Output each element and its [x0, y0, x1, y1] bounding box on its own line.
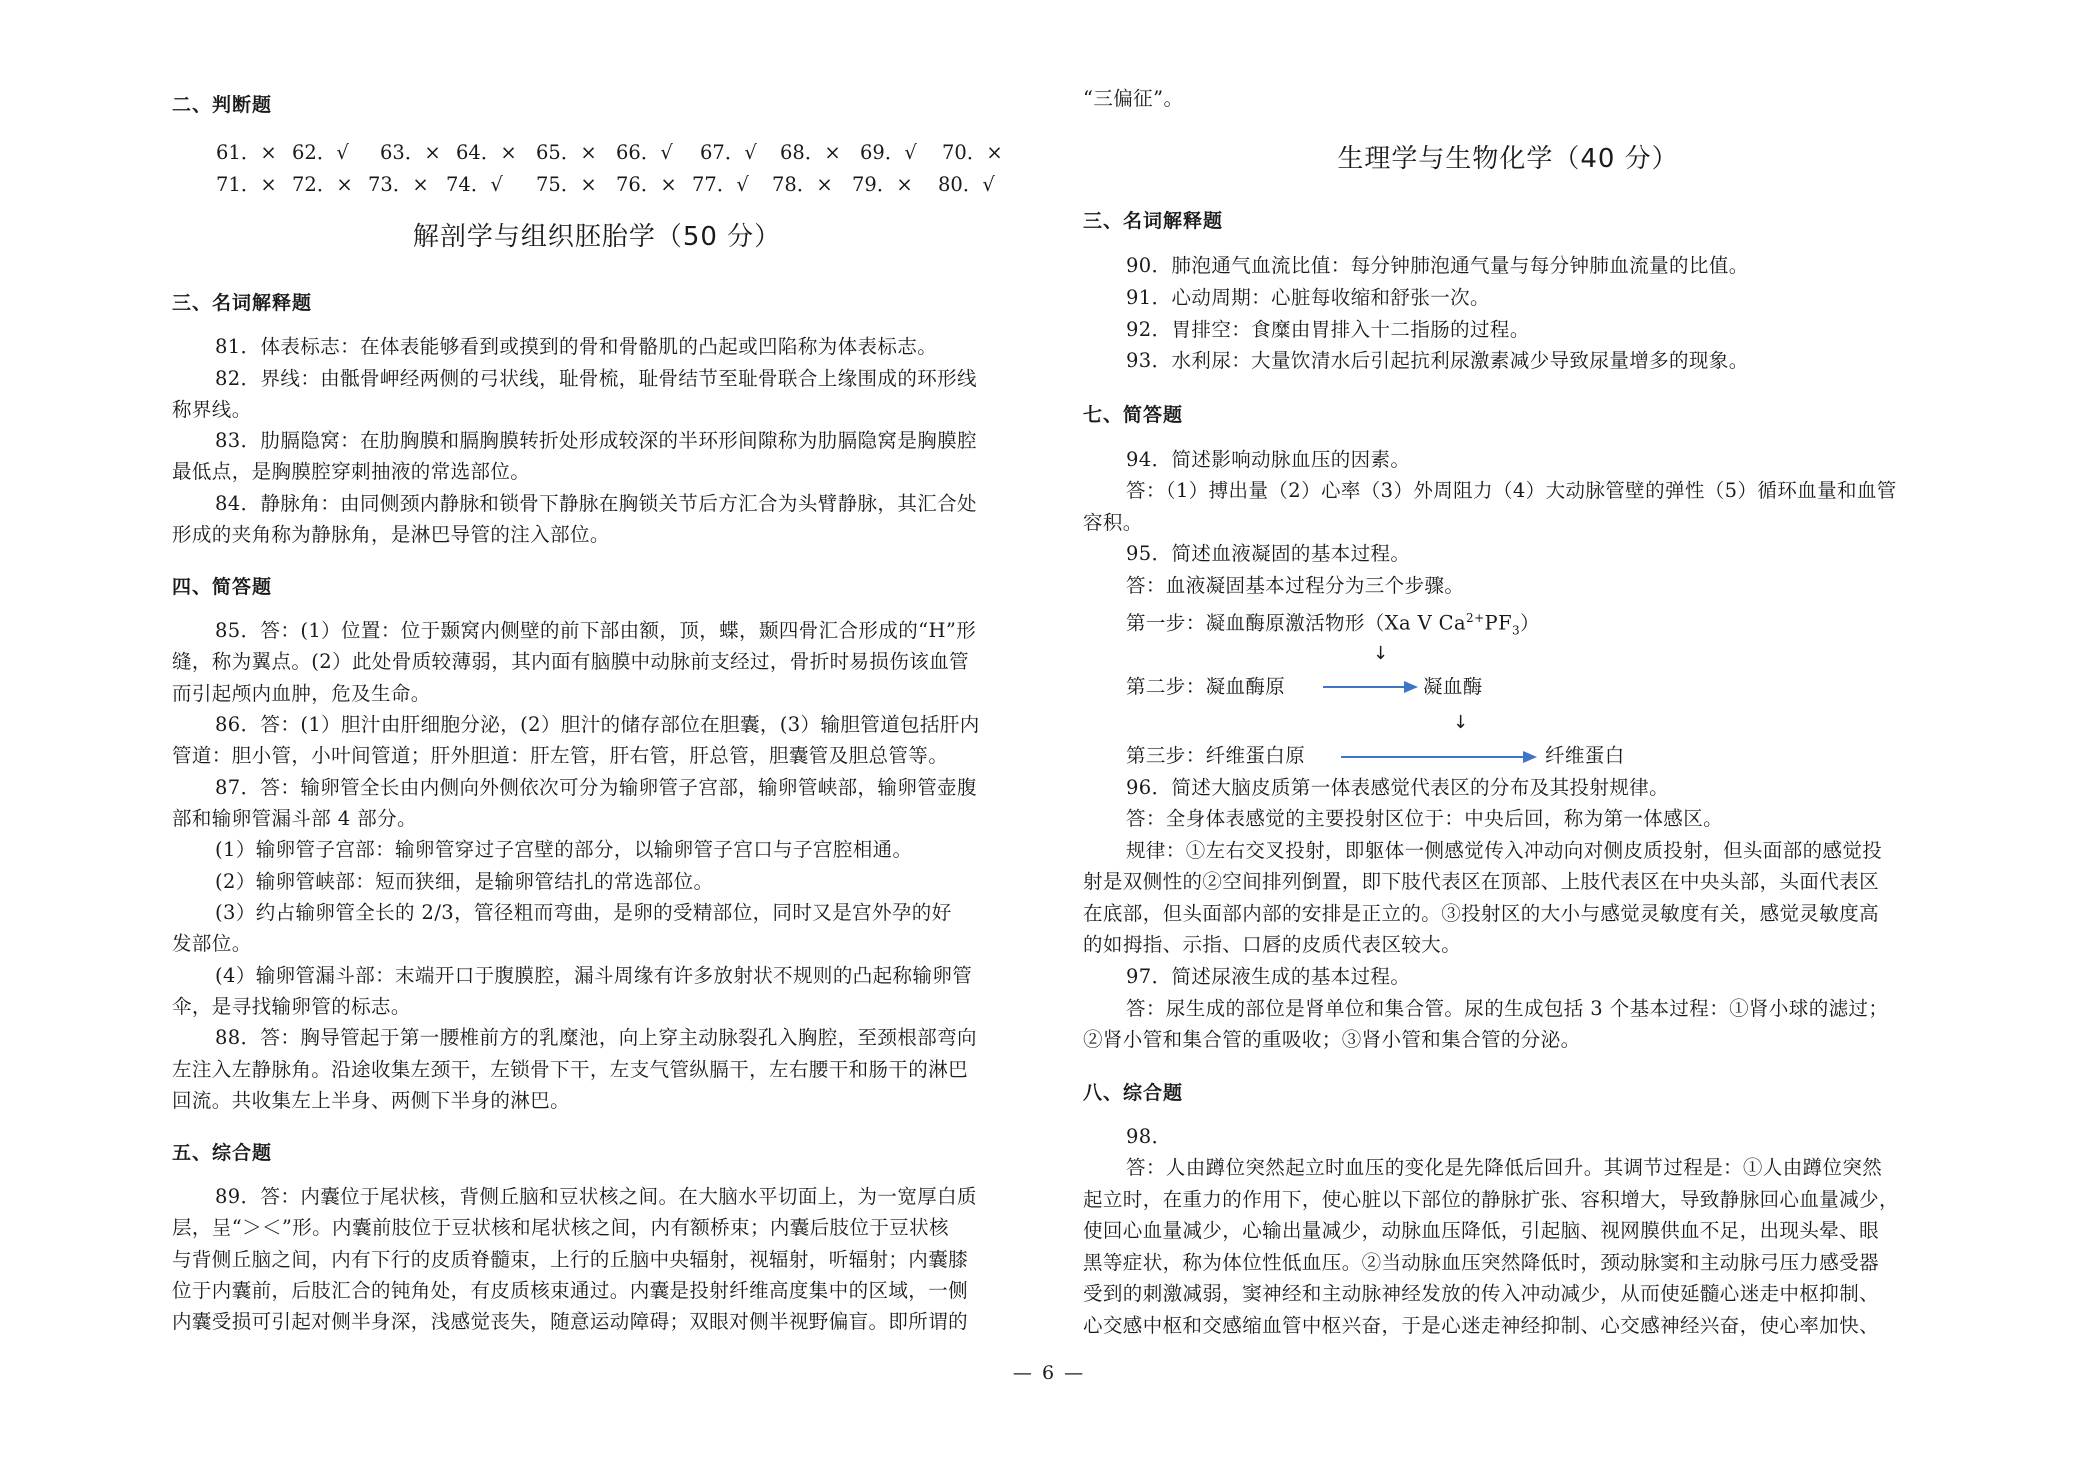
question-97: 97．简述尿液生成的基本过程。: [1126, 965, 1411, 988]
answer-96-cont: 的如拇指、示指、口唇的皮质代表区较大。: [1083, 933, 1462, 956]
section-heading-short: 七、简答题: [1083, 404, 1184, 426]
tf-answer: 70．×: [942, 141, 1003, 164]
answer-85-cont: 而引起颅内血肿，危及生命。: [172, 682, 431, 705]
coagulation-step-2-result: 凝血酶: [1423, 675, 1483, 698]
tf-answer: 74．√: [446, 173, 503, 196]
tf-answer: 69．√: [860, 141, 917, 164]
section-title-anatomy: 解剖学与组织胚胎学（50 分）: [412, 222, 782, 252]
answer-88-cont: 回流。共收集左上半身、两侧下半身的淋巴。: [172, 1089, 571, 1112]
section-heading-terms: 三、名词解释题: [1083, 210, 1224, 232]
answer-95: 答：血液凝固基本过程分为三个步骤。: [1126, 574, 1465, 597]
flow-arrow-line: [1323, 686, 1405, 688]
tf-answer: 73．×: [368, 173, 429, 196]
answer-89: 89．答：内囊位于尾状核，背侧丘脑和豆状核之间。在大脑水平切面上，为一宽厚白质: [215, 1185, 977, 1208]
tf-answer: 67．√: [700, 141, 757, 164]
answer-98-cont: 起立时，在重力的作用下，使心脏以下部位的静脉扩张、容积增大，导致静脉回心血量减少，: [1083, 1188, 1899, 1211]
answer-87-item: (2）输卵管峡部：短而狭细，是输卵管结扎的常选部位。: [215, 870, 714, 893]
answer-86: 86．答：(1）胆汁由肝细胞分泌，(2）胆汁的储存部位在胆囊，(3）输胆管道包括肝内: [215, 713, 980, 736]
tf-answer: 65．×: [536, 141, 597, 164]
answer-96-cont: 射是双侧性的②空间排列倒置，即下肢代表区在顶部、上肢代表区在中央头部，头面代表区: [1083, 870, 1880, 893]
answer-84-cont: 形成的夹角称为静脉角，是淋巴导管的注入部位。: [172, 523, 610, 546]
tf-answer: 72．×: [292, 173, 353, 196]
flow-arrow-head-icon: [1523, 751, 1537, 763]
question-94: 94．简述影响动脉血压的因素。: [1126, 448, 1411, 471]
tf-answer: 64．×: [456, 141, 517, 164]
answer-82-cont: 称界线。: [172, 398, 252, 421]
answer-88-cont: 左注入左静脉角。沿途收集左颈干，左锁骨下干，左支气管纵膈干，左右腰干和肠干的淋巴: [172, 1058, 969, 1081]
answer-96-rule: 规律：①左右交叉投射，即躯体一侧感觉传入冲动向对侧皮质投射，但头面部的感觉投: [1126, 839, 1883, 862]
tf-answer: 66．√: [616, 141, 673, 164]
answer-87-cont: 发部位。: [172, 932, 252, 955]
question-95: 95．简述血液凝固的基本过程。: [1126, 542, 1411, 565]
answer-83: 83．肋膈隐窝：在肋胸膜和膈胸膜转折处形成较深的半环形间隙称为肋膈隐窝是胸膜腔: [215, 429, 977, 452]
answer-91: 91．心动周期：心脏每收缩和舒张一次。: [1126, 286, 1490, 309]
question-96: 96．简述大脑皮质第一体表感觉代表区的分布及其投射规律。: [1126, 776, 1670, 799]
answer-87-item: (3）约占输卵管全长的 2/3，管径粗而弯曲，是卵的受精部位，同时又是宫外孕的好: [215, 901, 952, 924]
tf-answer: 77．√: [692, 173, 749, 196]
tf-answer: 62．√: [292, 141, 349, 164]
answer-98: 答：人由蹲位突然起立时血压的变化是先降低后回升。其调节过程是：①人由蹲位突然: [1126, 1156, 1883, 1179]
answer-82: 82．界线：由骶骨岬经两侧的弓状线，耻骨梳，耻骨结节至耻骨联合上缘围成的环形线: [215, 367, 977, 390]
section-heading-judgement: 二、判断题: [172, 94, 273, 116]
question-98: 98．: [1126, 1125, 1172, 1148]
down-arrow-icon: ↓: [1373, 643, 1389, 664]
answer-85-cont: 缝，称为翼点。(2）此处骨质较薄弱，其内面有脑膜中动脉前支经过，骨折时易损伤该血管: [172, 650, 969, 673]
tf-answer: 75．×: [536, 173, 597, 196]
continuation-text: “三偏征”。: [1083, 87, 1184, 110]
answer-84: 84．静脉角：由同侧颈内静脉和锁骨下静脉在胸锁关节后方汇合为头臂静脉，其汇合处: [215, 492, 977, 515]
answer-87-cont: 伞，是寻找输卵管的标志。: [172, 995, 411, 1018]
section-title-physiology: 生理学与生物化学（40 分）: [1337, 144, 1679, 174]
answer-96-cont: 在底部，但头面部内部的安排是正立的。③投射区的大小与感觉灵敏度有关，感觉灵敏度高: [1083, 902, 1880, 925]
page-number: — 6 —: [1012, 1362, 1086, 1384]
flow-arrow-line: [1341, 756, 1525, 758]
answer-92: 92．胃排空：食糜由胃排入十二指肠的过程。: [1126, 318, 1530, 341]
section-heading-terms: 三、名词解释题: [172, 292, 313, 314]
answer-94-cont: 容积。: [1083, 511, 1143, 534]
answer-98-cont: 使回心血量减少，心输出量减少，动脉血压降低，引起脑、视网膜供血不足，出现头晕、眼: [1083, 1219, 1880, 1242]
answer-87-cont: 部和输卵管漏斗部 4 部分。: [172, 807, 417, 830]
answer-98-cont: 黑等症状，称为体位性低血压。②当动脉血压突然降低时，颈动脉窦和主动脉弓压力感受器: [1083, 1251, 1880, 1274]
coagulation-step-3-label: 第三步：纤维蛋白原: [1126, 744, 1306, 767]
answer-85: 85．答：(1）位置：位于颞窝内侧壁的前下部由额，顶，蝶，颞四骨汇合形成的“H”形: [215, 619, 977, 642]
answer-87-item: (1）输卵管子宫部：输卵管穿过子宫壁的部分，以输卵管子宫口与子宫腔相通。: [215, 838, 913, 861]
answer-94: 答：（1）搏出量（2）心率（3）外周阻力（4）大动脉管壁的弹性（5）循环血量和血管: [1126, 479, 1897, 502]
answer-89-cont: 内囊受损可引起对侧半身深，浅感觉丧失，随意运动障碍；双眼对侧半视野偏盲。即所谓的: [172, 1310, 969, 1333]
coagulation-step-3-result: 纤维蛋白: [1545, 744, 1625, 767]
tf-answer: 76．×: [616, 173, 677, 196]
section-heading-comprehensive: 八、综合题: [1083, 1082, 1184, 1104]
tf-answer: 78．×: [772, 173, 833, 196]
section-heading-short: 四、简答题: [172, 576, 273, 598]
answer-93: 93．水利尿：大量饮清水后引起抗利尿激素减少导致尿量增多的现象。: [1126, 349, 1749, 372]
flow-arrow-head-icon: [1404, 681, 1418, 693]
answer-87-item: (4）输卵管漏斗部：末端开口于腹膜腔，漏斗周缘有许多放射状不规则的凸起称输卵管: [215, 964, 973, 987]
tf-answer: 68．×: [780, 141, 841, 164]
tf-answer: 61．×: [216, 141, 277, 164]
answer-89-cont: 与背侧丘脑之间，内有下行的皮质脊髓束，上行的丘脑中央辐射，视辐射，听辐射；内囊膝: [172, 1248, 969, 1271]
answer-88: 88．答：胸导管起于第一腰椎前方的乳糜池，向上穿主动脉裂孔入胸腔，至颈根部弯向: [215, 1026, 977, 1049]
tf-answer: 79．×: [852, 173, 913, 196]
answer-89-cont: 层，呈“＞＜”形。内囊前肢位于豆状核和尾状核之间，内有额桥束；内囊后肢位于豆状核: [172, 1216, 949, 1239]
coagulation-step-2-label: 第二步：凝血酶原: [1126, 675, 1286, 698]
answer-81: 81．体表标志：在体表能够看到或摸到的骨和骨骼肌的凸起或凹陷称为体表标志。: [215, 335, 938, 358]
section-heading-comprehensive: 五、综合题: [172, 1142, 273, 1164]
answer-98-cont: 受到的刺激减弱，窦神经和主动脉神经发放的传入冲动减少，从而使延髓心迷走中枢抑制、: [1083, 1282, 1880, 1305]
down-arrow-icon: ↓: [1453, 712, 1469, 733]
answer-83-cont: 最低点，是胸膜腔穿刺抽液的常选部位。: [172, 460, 531, 483]
answer-97-cont: ②肾小管和集合管的重吸收；③肾小管和集合管的分泌。: [1083, 1028, 1581, 1051]
tf-answer: 80．√: [938, 173, 995, 196]
answer-87: 87．答：输卵管全长由内侧向外侧依次可分为输卵管子宫部，输卵管峡部，输卵管壶腹: [215, 776, 977, 799]
coagulation-step-1: 第一步：凝血酶原激活物形（Xa V $Ca^{2+}PF_3$）: [1126, 611, 1540, 638]
tf-answer: 71．×: [216, 173, 277, 196]
answer-96: 答：全身体表感觉的主要投射区位于：中央后回，称为第一体感区。: [1126, 807, 1724, 830]
answer-97: 答：尿生成的部位是肾单位和集合管。尿的生成包括 3 个基本过程：①肾小球的滤过；: [1126, 997, 1889, 1020]
answer-98-cont: 心交感中枢和交感缩血管中枢兴奋，于是心迷走神经抑制、心交感神经兴奋，使心率加快、: [1083, 1314, 1880, 1337]
answer-86-cont: 管道：胆小管，小叶间管道；肝外胆道：肝左管，肝右管，肝总管，胆囊管及胆总管等。: [172, 744, 949, 767]
tf-answer: 63．×: [380, 141, 441, 164]
answer-89-cont: 位于内囊前，后肢汇合的钝角处，有皮质核束通过。内囊是投射纤维高度集中的区域，一侧: [172, 1279, 969, 1302]
answer-90: 90．肺泡通气血流比值：每分钟肺泡通气量与每分钟肺血流量的比值。: [1126, 254, 1749, 277]
